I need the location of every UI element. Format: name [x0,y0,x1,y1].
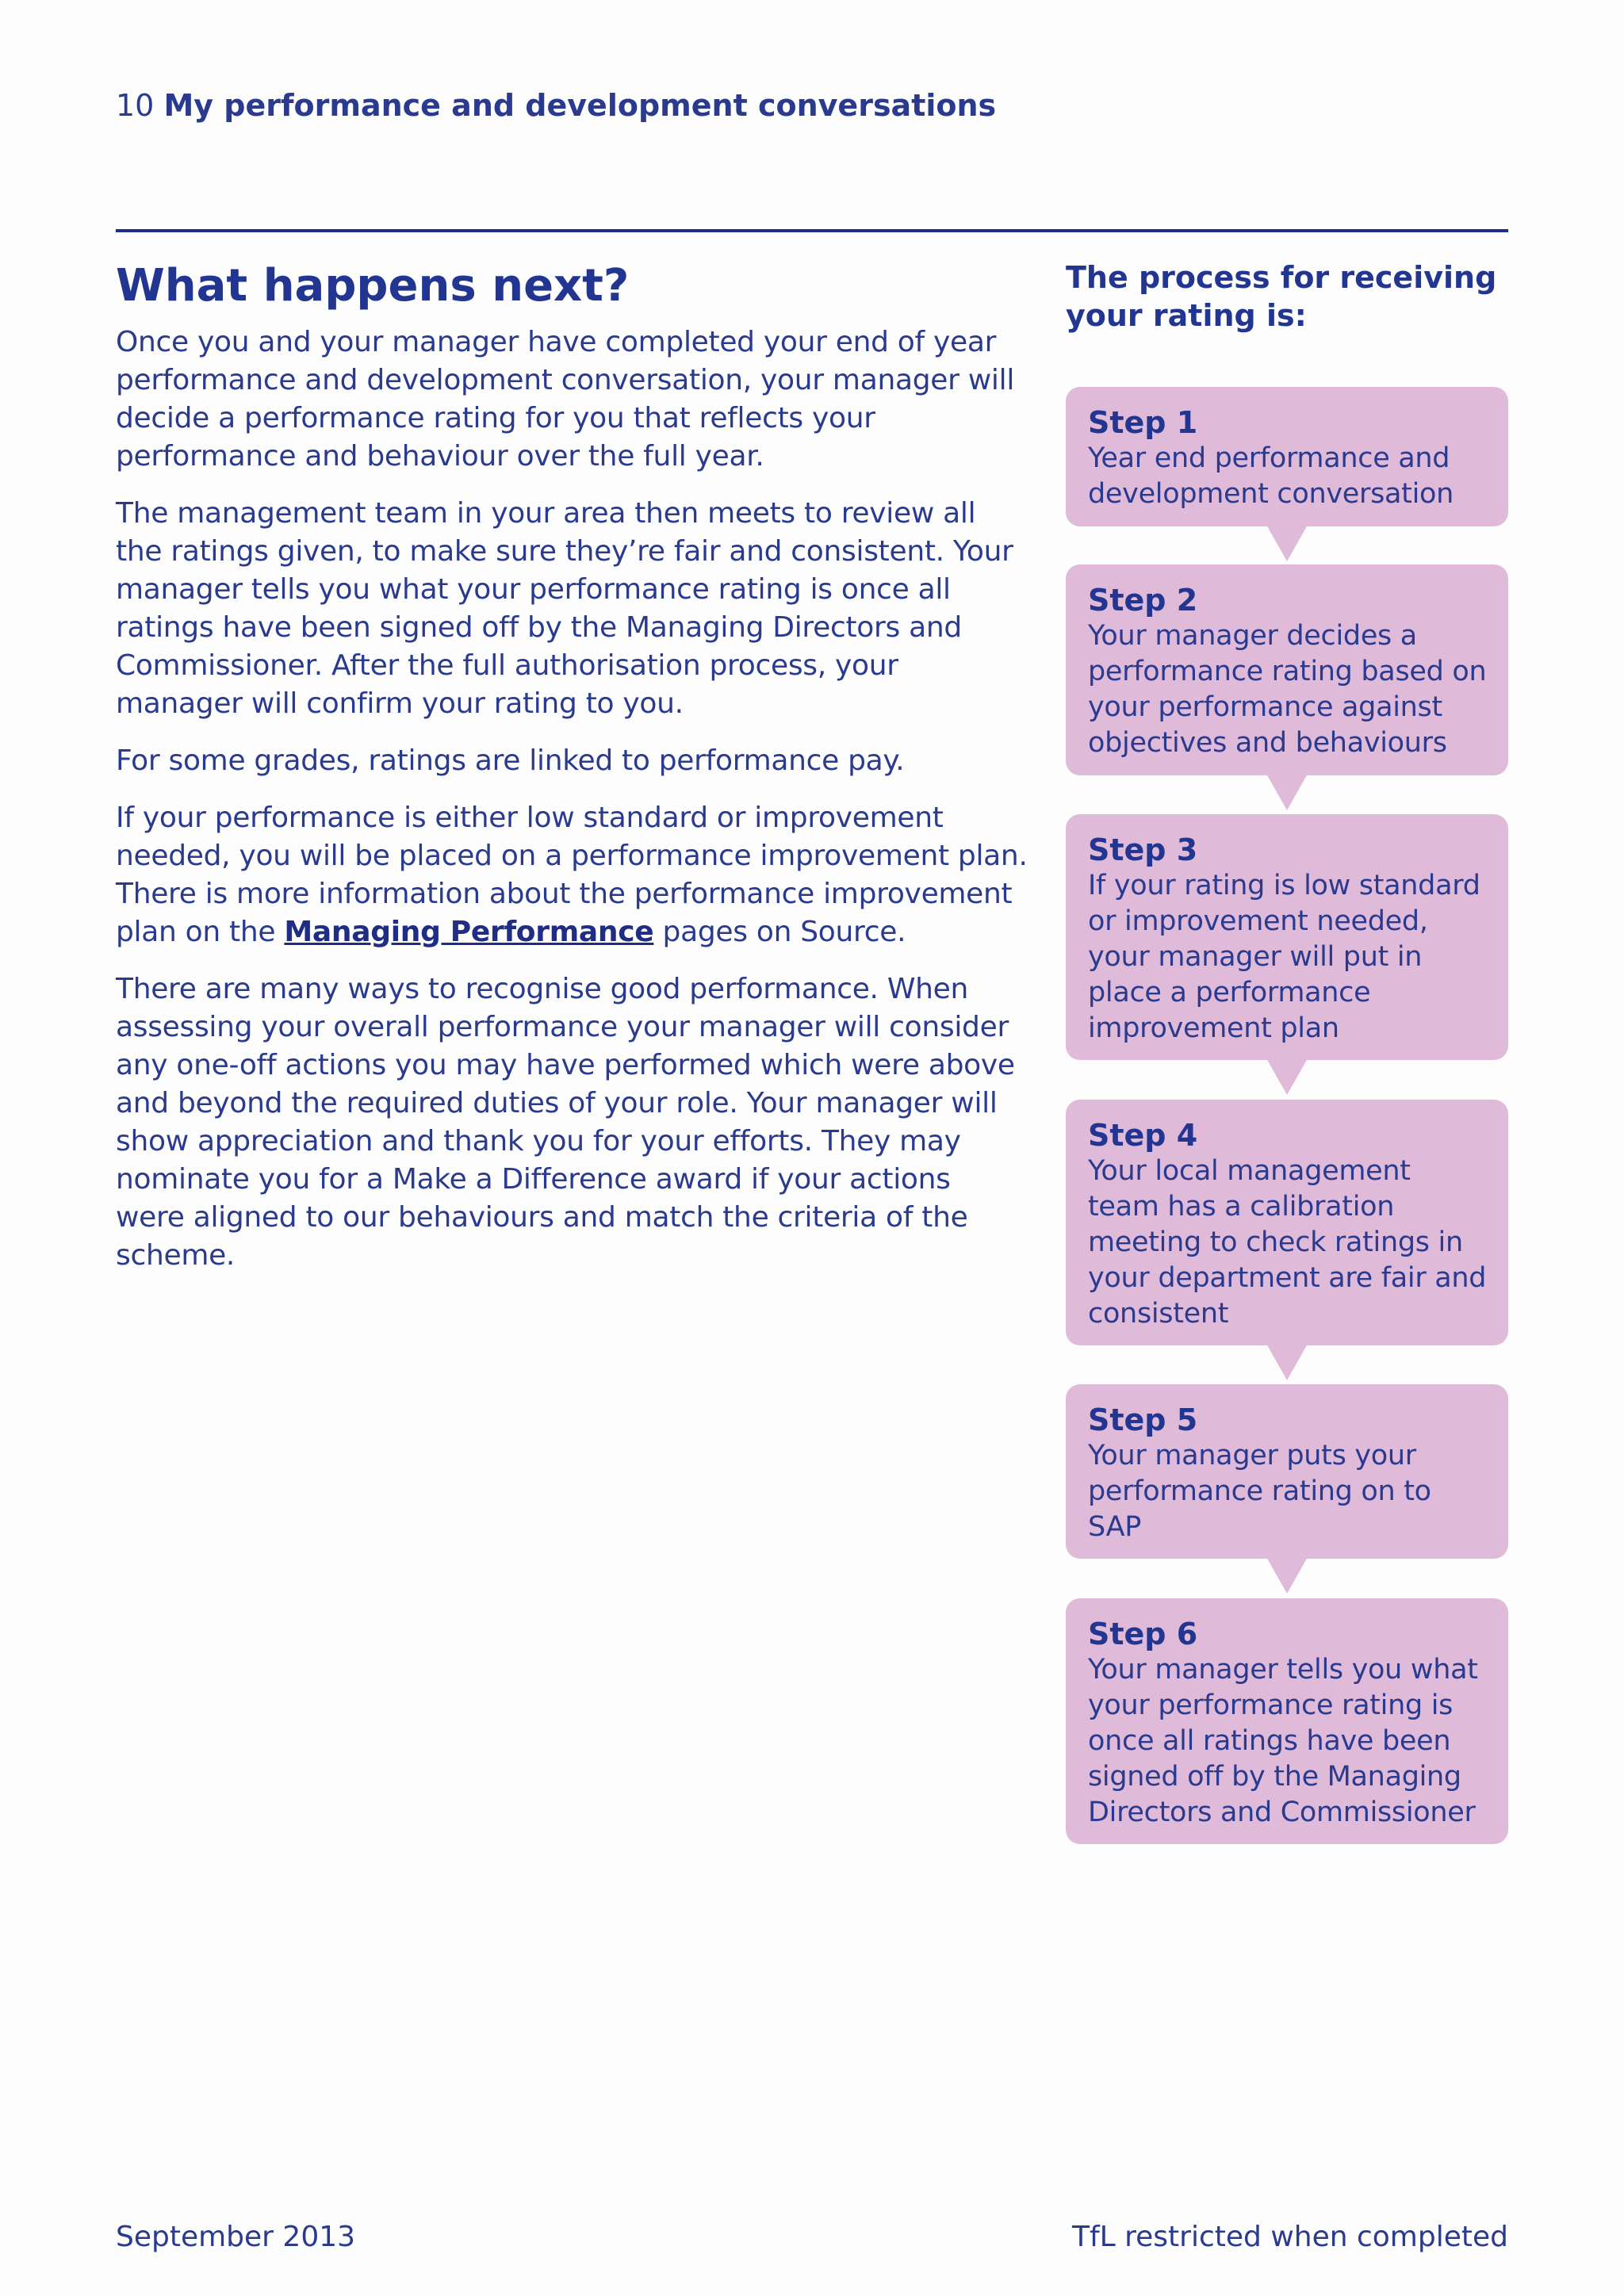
step-text: If your rating is low standard or improvement needed, your manager will put in place a performance improvement plan [1088,870,1480,1044]
step-text: Your manager decides a performance rating based on your performance against objectives and behaviours [1088,620,1487,759]
step-box-5 [1066,1384,1508,1559]
step-title: Step 5 [1088,1402,1198,1437]
paragraph-text: If your performance is either low standard or improvement needed, you will be placed on a performance improvement plan. There is more information about the performance improvement plan on the [116,802,1028,948]
main-column [116,258,1028,1294]
page-number: 10 [116,88,155,123]
step-title: Step 4 [1088,1118,1198,1153]
section-heading: What happens next? [116,260,630,312]
step-arrow [1266,1058,1308,1095]
paragraph: There are many ways to recognise good performance. When assessing your overall performance your manager will consider any one-off actions you may have performed which were above and beyond the required duties of your role. Your manager will show appreciation and thank you for your efforts. They may nominate you for a Make a Difference award if your actions were aligned to our behaviours and match the criteria of the scheme. [116,973,1015,1272]
process-column [1066,258,1508,335]
step-arrow [1266,525,1308,561]
link-suffix: pages on Source. [662,916,906,948]
step-box-4 [1066,1100,1508,1345]
step-arrow [1266,774,1308,810]
step-box-3 [1066,814,1508,1060]
footer-date: September 2013 [116,2221,356,2253]
paragraph: For some grades, ratings are linked to performance pay. [116,744,905,777]
step-box-6 [1066,1598,1508,1844]
step-text: Your manager tells you what your performance rating is once all ratings have been signed off by the Managing Directors and Commissioner [1088,1654,1478,1828]
running-title: My performance and development conversations [163,88,997,123]
managing-performance-link[interactable]: Managing Performance [284,916,654,948]
paragraph: Once you and your manager have completed your end of year performance and development conversation, your manager will decide a performance rating for you that reflects your performance and behaviour over the full year. [116,326,1015,473]
process-heading: The process for receiving your rating is: [1066,260,1497,333]
step-text: Your manager puts your performance rating on to SAP [1088,1440,1431,1543]
step-box-1 [1066,387,1508,526]
step-title: Step 3 [1088,832,1198,867]
footer-classification: TfL restricted when completed [1071,2221,1508,2253]
step-box-2 [1066,564,1508,775]
page-header [116,89,996,122]
header-rule [116,229,1508,232]
paragraph-with-link [116,799,1028,951]
step-text: Year end performance and development conversation [1088,442,1454,510]
step-title: Step 2 [1088,583,1198,618]
step-arrow [1266,1344,1308,1380]
step-text: Your local management team has a calibration meeting to check ratings in your department are fair and consistent [1088,1155,1487,1330]
step-title: Step 6 [1088,1617,1198,1651]
step-arrow [1266,1557,1308,1594]
paragraph: The management team in your area then meets to review all the ratings given, to make sure they’re fair and consistent. Your manager tells you what your performance rating is once all ratings have been signed off by the Managing Directors and Commissioner. After the full authorisation process, your manager will confirm your rating to you. [116,497,1013,720]
step-title: Step 1 [1088,405,1198,440]
